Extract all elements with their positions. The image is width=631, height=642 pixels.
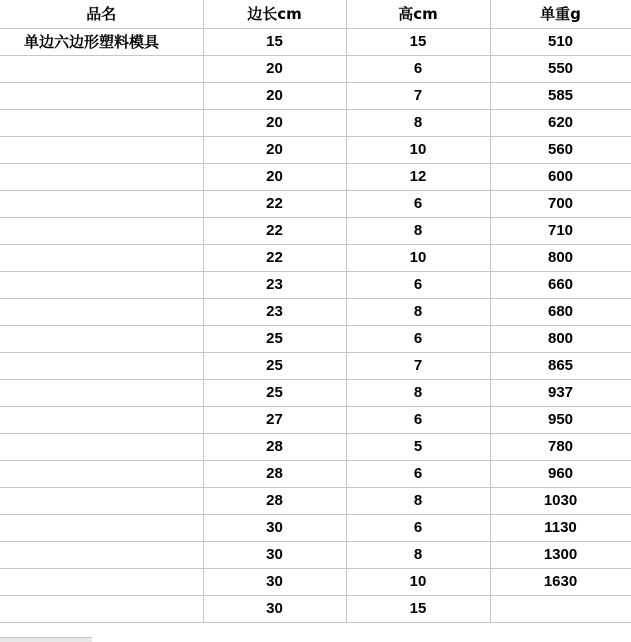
cell-unit-weight[interactable]: 710 xyxy=(490,217,631,244)
cell-unit-weight[interactable]: 510 xyxy=(490,28,631,55)
cell-side-length[interactable]: 25 xyxy=(203,325,346,352)
cell-unit-weight[interactable]: 550 xyxy=(490,55,631,82)
cell-unit-weight[interactable]: 620 xyxy=(490,109,631,136)
cell-product-name[interactable] xyxy=(0,298,203,325)
cell-height[interactable]: 15 xyxy=(346,595,490,622)
cell-unit-weight[interactable]: 680 xyxy=(490,298,631,325)
table-row xyxy=(0,298,631,325)
table-row xyxy=(0,55,631,82)
cell-product-name[interactable] xyxy=(0,406,203,433)
table-row xyxy=(0,514,631,541)
cell-height[interactable]: 8 xyxy=(346,487,490,514)
cell-unit-weight[interactable]: 780 xyxy=(490,433,631,460)
cell-product-name[interactable] xyxy=(0,244,203,271)
cell-side-length[interactable]: 30 xyxy=(203,595,346,622)
table-row xyxy=(0,28,631,55)
cell-height[interactable]: 7 xyxy=(346,352,490,379)
cell-unit-weight[interactable] xyxy=(490,595,631,622)
cell-unit-weight[interactable]: 1630 xyxy=(490,568,631,595)
cell-height[interactable]: 15 xyxy=(346,28,490,55)
table-row xyxy=(0,271,631,298)
cell-product-name[interactable] xyxy=(0,271,203,298)
table-row xyxy=(0,163,631,190)
cell-height[interactable]: 6 xyxy=(346,406,490,433)
cell-unit-weight[interactable]: 865 xyxy=(490,352,631,379)
cell-height[interactable]: 8 xyxy=(346,109,490,136)
cell-unit-weight[interactable]: 700 xyxy=(490,190,631,217)
header-height[interactable]: 高cm xyxy=(346,0,490,28)
cell-product-name[interactable] xyxy=(0,82,203,109)
cell-unit-weight[interactable]: 1130 xyxy=(490,514,631,541)
cell-height[interactable]: 8 xyxy=(346,541,490,568)
cell-product-name[interactable] xyxy=(0,460,203,487)
cell-side-length[interactable]: 20 xyxy=(203,55,346,82)
cell-side-length[interactable]: 30 xyxy=(203,514,346,541)
cell-height[interactable]: 8 xyxy=(346,217,490,244)
cell-side-length[interactable]: 20 xyxy=(203,136,346,163)
cell-product-name[interactable] xyxy=(0,514,203,541)
table-row xyxy=(0,568,631,595)
cell-side-length[interactable]: 27 xyxy=(203,406,346,433)
cell-unit-weight[interactable]: 960 xyxy=(490,460,631,487)
cell-product-name[interactable] xyxy=(0,487,203,514)
cell-side-length[interactable]: 15 xyxy=(203,28,346,55)
table-row xyxy=(0,190,631,217)
header-unit-weight[interactable]: 单重g xyxy=(490,0,631,28)
cell-product-name[interactable] xyxy=(0,136,203,163)
cell-product-name[interactable] xyxy=(0,595,203,622)
table-row xyxy=(0,244,631,271)
cell-side-length[interactable]: 22 xyxy=(203,244,346,271)
cell-unit-weight[interactable]: 950 xyxy=(490,406,631,433)
cell-height[interactable]: 6 xyxy=(346,514,490,541)
cell-height[interactable]: 6 xyxy=(346,271,490,298)
table-row xyxy=(0,136,631,163)
cell-side-length[interactable]: 25 xyxy=(203,379,346,406)
table-body xyxy=(0,28,631,622)
table-row xyxy=(0,325,631,352)
table-row xyxy=(0,352,631,379)
cell-side-length[interactable]: 20 xyxy=(203,163,346,190)
cell-product-name[interactable] xyxy=(0,352,203,379)
cell-side-length[interactable]: 25 xyxy=(203,352,346,379)
cell-product-name[interactable] xyxy=(0,379,203,406)
cell-side-length[interactable]: 22 xyxy=(203,190,346,217)
header-side-length[interactable]: 边长cm xyxy=(203,0,346,28)
table-row xyxy=(0,460,631,487)
cell-side-length[interactable]: 20 xyxy=(203,109,346,136)
cell-height[interactable]: 6 xyxy=(346,325,490,352)
cell-height[interactable]: 10 xyxy=(346,136,490,163)
header-row xyxy=(0,0,631,28)
cell-unit-weight[interactable]: 800 xyxy=(490,325,631,352)
cell-height[interactable]: 12 xyxy=(346,163,490,190)
cell-unit-weight[interactable]: 600 xyxy=(490,163,631,190)
table-row xyxy=(0,595,631,622)
cell-product-name[interactable]: 单边六边形塑料模具 xyxy=(0,28,203,55)
table-row xyxy=(0,82,631,109)
cell-height[interactable]: 5 xyxy=(346,433,490,460)
cell-side-length[interactable]: 28 xyxy=(203,487,346,514)
cell-side-length[interactable]: 28 xyxy=(203,460,346,487)
header-product-name[interactable]: 品名 xyxy=(0,0,203,28)
cell-side-length[interactable]: 23 xyxy=(203,298,346,325)
cell-unit-weight[interactable]: 800 xyxy=(490,244,631,271)
cell-height[interactable]: 10 xyxy=(346,568,490,595)
cell-side-length[interactable]: 28 xyxy=(203,433,346,460)
table-row xyxy=(0,109,631,136)
sheet-tab[interactable] xyxy=(0,637,92,642)
cell-product-name[interactable] xyxy=(0,541,203,568)
cell-unit-weight[interactable]: 1300 xyxy=(490,541,631,568)
cell-height[interactable]: 8 xyxy=(346,298,490,325)
cell-unit-weight[interactable]: 560 xyxy=(490,136,631,163)
cell-product-name[interactable] xyxy=(0,163,203,190)
table-row xyxy=(0,541,631,568)
cell-height[interactable]: 10 xyxy=(346,244,490,271)
cell-product-name[interactable] xyxy=(0,325,203,352)
cell-side-length[interactable]: 30 xyxy=(203,541,346,568)
cell-product-name[interactable] xyxy=(0,109,203,136)
cell-side-length[interactable]: 20 xyxy=(203,82,346,109)
cell-side-length[interactable]: 23 xyxy=(203,271,346,298)
cell-height[interactable]: 6 xyxy=(346,460,490,487)
cell-product-name[interactable] xyxy=(0,568,203,595)
table-row xyxy=(0,217,631,244)
cell-product-name[interactable] xyxy=(0,190,203,217)
cell-unit-weight[interactable]: 585 xyxy=(490,82,631,109)
cell-height[interactable]: 6 xyxy=(346,190,490,217)
table-row xyxy=(0,487,631,514)
cell-side-length[interactable]: 30 xyxy=(203,568,346,595)
cell-height[interactable]: 7 xyxy=(346,82,490,109)
table-row xyxy=(0,433,631,460)
cell-height[interactable]: 8 xyxy=(346,379,490,406)
table-row xyxy=(0,406,631,433)
cell-side-length[interactable]: 22 xyxy=(203,217,346,244)
cell-product-name[interactable] xyxy=(0,55,203,82)
cell-product-name[interactable] xyxy=(0,433,203,460)
table-row xyxy=(0,379,631,406)
cell-unit-weight[interactable]: 937 xyxy=(490,379,631,406)
cell-unit-weight[interactable]: 660 xyxy=(490,271,631,298)
cell-unit-weight[interactable]: 1030 xyxy=(490,487,631,514)
cell-height[interactable]: 6 xyxy=(346,55,490,82)
cell-product-name[interactable] xyxy=(0,217,203,244)
